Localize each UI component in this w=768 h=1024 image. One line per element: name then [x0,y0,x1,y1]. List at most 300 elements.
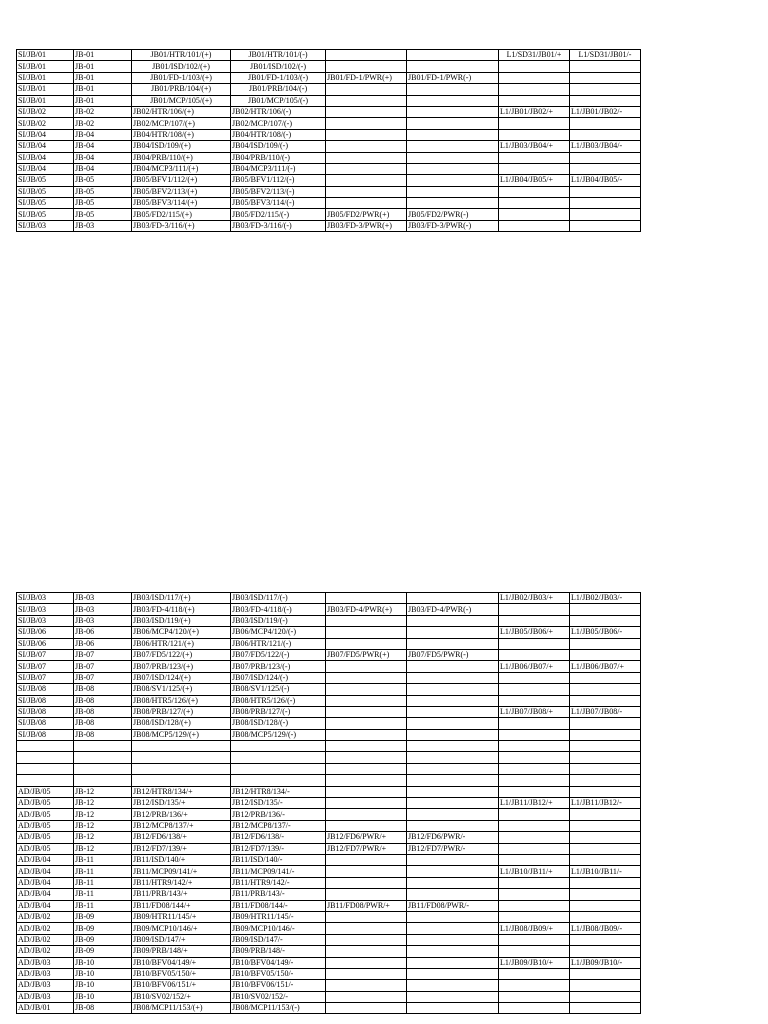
table-cell: JB-12 [74,798,132,809]
table-cell: JB10/BFV04/149/- [231,957,326,968]
table-cell [570,152,641,163]
table-cell: JB-01 [74,61,132,72]
table-cell: AD/JB/01 [17,1003,74,1014]
table-cell: JB01/FD-1/PWR(+) [326,72,407,83]
table-cell: JB01/HTR/101/(-) [231,50,326,61]
table-cell: JB11/FD08/PWR/+ [326,900,407,911]
table-cell [570,638,641,649]
table-cell: JB12/FD7/139/- [231,843,326,854]
table-row [17,820,641,831]
table-cell: JB07/PRB/123/(-) [231,661,326,672]
table-cell: AD/JB/04 [17,866,74,877]
table-row [17,220,641,231]
table-cell: AD/JB/04 [17,854,74,865]
table-cell: JB10/BFV04/149/+ [132,957,231,968]
table-cell [17,752,74,763]
table-row [17,152,641,163]
table-cell [499,1003,570,1014]
table-row [17,61,641,72]
table-cell [407,50,499,61]
table-row [17,1003,641,1014]
table-cell: JB-10 [74,957,132,968]
table-cell: JB07/ISD/124/(+) [132,672,231,683]
table-cell [570,118,641,129]
table-cell [499,763,570,774]
table-cell: JB09/MCP10/146/- [231,923,326,934]
table-cell [326,129,407,140]
table-cell: SI/JB/05 [17,186,74,197]
table-cell [570,209,641,220]
table-cell: JB10/BFV05/150/+ [132,968,231,979]
table-cell [407,84,499,95]
table-cell: AD/JB/03 [17,991,74,1002]
table-cell: SI/JB/01 [17,61,74,72]
table-cell: JB-08 [74,706,132,717]
table-cell [407,889,499,900]
table-cell: AD/JB/03 [17,957,74,968]
table-cell [407,163,499,174]
table-cell: JB12/FD6/PWR/+ [326,832,407,843]
table-cell: L1/JB02/JB03/- [570,593,641,604]
table-row [17,627,641,638]
table-cell: JB04/HTR/108/(-) [231,129,326,140]
table-cell [570,604,641,615]
table-cell: JB10/BFV05/150/- [231,968,326,979]
table-cell [326,684,407,695]
table-row [17,593,641,604]
table-cell: JB01/FD-1/103/(+) [132,72,231,83]
table-cell: JB-01 [74,72,132,83]
table-cell: JB12/FD6/PWR/- [407,832,499,843]
table-cell [326,672,407,683]
table-cell [499,786,570,797]
table-cell [326,889,407,900]
table-cell: L1/JB04/JB05/- [570,175,641,186]
table-cell: JB-06 [74,638,132,649]
table-cell: JB-06 [74,627,132,638]
table-cell: L1/SD31/JB01/- [570,50,641,61]
table-cell [407,798,499,809]
table-cell: L1/JB07/JB08/+ [499,706,570,717]
table-cell: SI/JB/08 [17,695,74,706]
table-cell: JB08/PRB/127/(+) [132,706,231,717]
table-cell: JB-04 [74,163,132,174]
table-row [17,900,641,911]
table-cell [132,775,231,786]
table-cell: JB-12 [74,820,132,831]
table-cell: SI/JB/03 [17,604,74,615]
terminal-table-lower [16,592,641,1014]
table-row [17,968,641,979]
table-cell: JB03/FD-4/PWR(-) [407,604,499,615]
table-cell: JB-07 [74,661,132,672]
table-cell: JB09/HTR11/145/+ [132,911,231,922]
table-row [17,186,641,197]
table-cell [570,684,641,695]
table-cell [407,809,499,820]
table-cell: SI/JB/04 [17,141,74,152]
table-cell [570,843,641,854]
table-cell: JB09/PRB/148/+ [132,946,231,957]
table-cell [570,84,641,95]
table-cell [407,1003,499,1014]
table-cell: JB03/FD-3/PWR(-) [407,220,499,231]
table-cell [570,775,641,786]
table-cell: JB11/PRB/143/- [231,889,326,900]
table-cell: JB06/HTR/121/(-) [231,638,326,649]
table-cell [17,775,74,786]
table-row [17,866,641,877]
table-row [17,84,641,95]
table-cell: JB01/MCP/105/(-) [231,95,326,106]
table-cell [407,786,499,797]
table-cell [499,718,570,729]
table-cell [326,775,407,786]
table-cell: JB12/PRB/136/+ [132,809,231,820]
table-cell [17,741,74,752]
table-cell [407,593,499,604]
table-cell [570,946,641,957]
table-cell: JB12/ISD/135/+ [132,798,231,809]
table-cell: JB-08 [74,695,132,706]
table-cell: SI/JB/01 [17,50,74,61]
table-cell: JB-12 [74,786,132,797]
table-cell: JB09/PRB/148/- [231,946,326,957]
table-cell [326,106,407,117]
table-cell: JB04/MCP3/111/(+) [132,163,231,174]
table-cell: JB-05 [74,209,132,220]
table-row [17,198,641,209]
table-cell [407,775,499,786]
table-cell: JB10/BFV06/151/+ [132,980,231,991]
table-cell [326,50,407,61]
table-cell: JB08/MCP5/129/(+) [132,729,231,740]
table-cell: AD/JB/04 [17,900,74,911]
table-cell [326,175,407,186]
table-row [17,672,641,683]
table-cell: JB-10 [74,991,132,1002]
table-cell [499,820,570,831]
table-cell [407,752,499,763]
table-cell: JB12/FD6/138/+ [132,832,231,843]
table-cell: L1/JB01/JB02/+ [499,106,570,117]
table-cell [326,820,407,831]
table-cell [326,695,407,706]
table-cell [570,934,641,945]
table-cell [499,832,570,843]
table-row [17,923,641,934]
table-cell: JB-04 [74,129,132,140]
table-cell [407,95,499,106]
table-cell: L1/JB04/JB05/+ [499,175,570,186]
table-cell: L1/SD31/JB01/+ [499,50,570,61]
table-cell: JB03/ISD/119/(-) [231,615,326,626]
table-cell: JB-08 [74,729,132,740]
table-cell: JB04/PRB/110/(+) [132,152,231,163]
table-row [17,706,641,717]
table-cell [407,106,499,117]
table-cell [570,186,641,197]
table-cell [499,198,570,209]
table-cell: JB10/BFV06/151/- [231,980,326,991]
table-row [17,50,641,61]
table-cell [499,72,570,83]
table-cell [407,923,499,934]
table-cell [407,991,499,1002]
table-cell: JB-07 [74,672,132,683]
table-cell: JB12/FD7/PWR/- [407,843,499,854]
table-cell [570,95,641,106]
table-cell: JB08/MCP5/129/(-) [231,729,326,740]
table-cell [499,638,570,649]
table-row [17,649,641,660]
table-row [17,957,641,968]
table-cell [570,832,641,843]
table-cell: JB02/MCP/107/(-) [231,118,326,129]
table-row [17,809,641,820]
table-cell [499,163,570,174]
table-cell: SI/JB/07 [17,672,74,683]
table-cell [407,741,499,752]
table-cell [326,854,407,865]
table-cell: JB-02 [74,106,132,117]
table-cell: JB05/BFV1/112/(+) [132,175,231,186]
table-cell [326,877,407,888]
table-cell: JB-03 [74,220,132,231]
table-row [17,129,641,140]
table-cell [326,593,407,604]
table-cell [570,72,641,83]
table-cell [74,741,132,752]
table-cell: JB01/ISD/102/(+) [132,61,231,72]
table-cell: JB-11 [74,877,132,888]
table-cell [570,695,641,706]
table-cell [326,186,407,197]
table-cell [407,198,499,209]
table-cell [499,672,570,683]
table-cell: SI/JB/08 [17,718,74,729]
table-cell [407,820,499,831]
table-cell: JB-03 [74,604,132,615]
table-cell: SI/JB/04 [17,163,74,174]
table-cell [570,729,641,740]
table-cell: JB10/SV02/152/+ [132,991,231,1002]
table-cell [499,209,570,220]
table-cell: JB08/HTR5/126/(-) [231,695,326,706]
table-cell: JB12/HTR8/134/+ [132,786,231,797]
table-row [17,832,641,843]
table-cell [326,809,407,820]
table-cell: JB09/HTR11/145/- [231,911,326,922]
table-cell: AD/JB/04 [17,877,74,888]
table-cell: AD/JB/05 [17,798,74,809]
table-row [17,991,641,1002]
table-cell [499,968,570,979]
table-cell: JB11/ISD/140/+ [132,854,231,865]
table-cell [499,61,570,72]
table-cell: AD/JB/02 [17,911,74,922]
table-cell [326,661,407,672]
table-cell: JB03/FD-4/118/(-) [231,604,326,615]
table-cell: JB02/HTR/106/(+) [132,106,231,117]
table-cell [407,118,499,129]
table-cell: JB08/SV1/125/(+) [132,684,231,695]
table-cell [326,763,407,774]
table-cell [570,786,641,797]
table-cell: AD/JB/02 [17,923,74,934]
table-cell: JB-05 [74,186,132,197]
table-cell: JB-11 [74,889,132,900]
table-row [17,141,641,152]
table-cell: JB02/HTR/106/(-) [231,106,326,117]
table-cell [499,615,570,626]
table-cell: JB05/FD2/PWR(+) [326,209,407,220]
table-cell [570,911,641,922]
table-cell [132,763,231,774]
table-row [17,752,641,763]
table-cell: JB01/PRB/104/(+) [132,84,231,95]
table-cell: JB03/FD-3/PWR(+) [326,220,407,231]
table-cell [499,991,570,1002]
table-cell: JB-12 [74,843,132,854]
table-cell [570,763,641,774]
table-cell [74,775,132,786]
table-cell: JB07/FD5/PWR(+) [326,649,407,660]
table-cell [499,980,570,991]
table-cell [326,718,407,729]
table-cell: JB12/MCP8/137/- [231,820,326,831]
table-cell: JB01/MCP/105/(+) [132,95,231,106]
table-cell: L1/JB06/JB07/+ [499,661,570,672]
table-cell [407,729,499,740]
table-cell: L1/JB08/JB09/+ [499,923,570,934]
table-cell: SI/JB/03 [17,593,74,604]
table-cell: JB03/FD-3/116/(+) [132,220,231,231]
table-cell [74,752,132,763]
table-cell: JB11/FD08/PWR/- [407,900,499,911]
table-cell: L1/JB05/JB06/+ [499,627,570,638]
table-cell [326,729,407,740]
table-cell: JB08/MCP11/153/(+) [132,1003,231,1014]
table-cell: SI/JB/06 [17,638,74,649]
table-cell [326,752,407,763]
table-cell: JB12/HTR8/134/- [231,786,326,797]
table-cell: JB01/FD-1/103/(-) [231,72,326,83]
table-row [17,946,641,957]
table-cell: JB07/PRB/123/(+) [132,661,231,672]
table-cell: JB11/ISD/140/- [231,854,326,865]
table-cell [407,968,499,979]
table-cell [570,61,641,72]
table-row [17,163,641,174]
table-cell: JB12/FD6/138/- [231,832,326,843]
table-cell: JB03/FD-4/118/(+) [132,604,231,615]
table-cell [499,684,570,695]
table-cell [132,741,231,752]
table-cell [499,152,570,163]
table-cell: JB11/FD08/144/+ [132,900,231,911]
table-row [17,911,641,922]
table-row [17,604,641,615]
table-cell [499,220,570,231]
table-cell: L1/JB01/JB02/- [570,106,641,117]
table-cell: AD/JB/05 [17,843,74,854]
table-cell: JB-04 [74,141,132,152]
table-cell: L1/JB08/JB09/- [570,923,641,934]
table-cell: SI/JB/01 [17,95,74,106]
table-cell: JB11/MCP09/141/+ [132,866,231,877]
table-cell [570,854,641,865]
table-cell: SI/JB/06 [17,627,74,638]
table-cell: JB06/MCP4/120/(-) [231,627,326,638]
table-cell [407,718,499,729]
table-row [17,843,641,854]
table-cell: JB-12 [74,809,132,820]
table-cell: JB-08 [74,684,132,695]
table-cell: JB01/ISD/102/(-) [231,61,326,72]
table-row [17,980,641,991]
table-cell [499,741,570,752]
table-cell: SI/JB/08 [17,684,74,695]
table-cell: JB07/FD5/PWR(-) [407,649,499,660]
table-cell: JB11/HTR9/142/- [231,877,326,888]
table-cell: JB05/BFV1/112/(-) [231,175,326,186]
table-cell [407,946,499,957]
table-row [17,695,641,706]
table-cell [499,118,570,129]
table-cell: SI/JB/03 [17,220,74,231]
table-cell [407,911,499,922]
table-cell [326,706,407,717]
table-row [17,729,641,740]
table-row [17,661,641,672]
table-cell: JB11/PRB/143/+ [132,889,231,900]
table-row [17,175,641,186]
table-cell [499,946,570,957]
table-row [17,209,641,220]
table-cell [499,843,570,854]
table-row [17,118,641,129]
table-cell: JB04/ISD/109/(+) [132,141,231,152]
table-cell: JB-05 [74,198,132,209]
table-cell [499,889,570,900]
table-row [17,798,641,809]
table-cell: AD/JB/05 [17,786,74,797]
table-cell: JB-11 [74,854,132,865]
table-cell: JB11/HTR9/142/+ [132,877,231,888]
table-cell: JB12/MCP8/137/+ [132,820,231,831]
table-cell [570,220,641,231]
table-cell: JB-01 [74,95,132,106]
table-cell: JB03/ISD/117/(-) [231,593,326,604]
table-cell [407,695,499,706]
table-row [17,615,641,626]
table-cell: SI/JB/04 [17,152,74,163]
table-cell [407,141,499,152]
table-cell: SI/JB/08 [17,706,74,717]
table-cell: JB03/ISD/119/(+) [132,615,231,626]
table-cell: JB-09 [74,911,132,922]
table-cell [407,706,499,717]
table-row [17,763,641,774]
table-cell [326,911,407,922]
table-cell: JB04/MCP3/111/(-) [231,163,326,174]
table-cell [570,980,641,991]
table-row [17,877,641,888]
table-cell: JB08/ISD/128/(-) [231,718,326,729]
table-cell [326,141,407,152]
table-cell [570,809,641,820]
